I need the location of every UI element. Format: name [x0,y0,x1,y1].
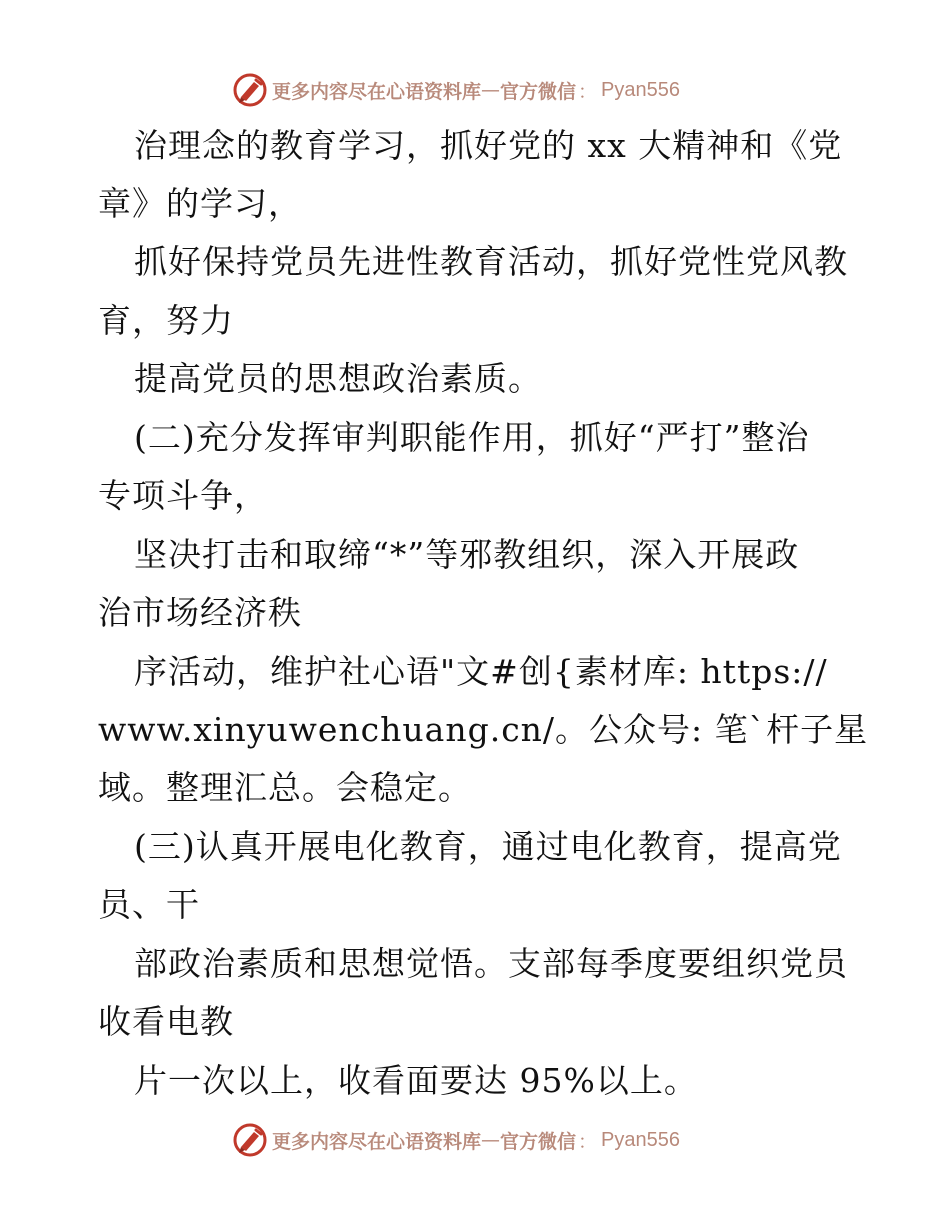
body-line-10: 序活动，维护社心语"文#创{素材库: https:// [134,652,828,691]
body-line-16: 收看电教 [98,1002,234,1041]
body-line-13: (三)认真开展电化教育，通过电化教育，提高党 [134,827,842,866]
banner-wechat-label: 官方微信 [500,80,577,103]
banner-dash: — [481,1129,501,1151]
footer-watermark-banner [232,1122,680,1158]
banner-wechat-id: Pyan556 [601,1128,681,1151]
body-line-12: 域。整理汇总。会稳定。 [98,768,472,807]
banner-wechat-label: 官方微信 [500,1130,577,1153]
body-line-1: 治理念的教育学习，抓好党的 xx 大精神和《党 [134,126,843,165]
body-line-6: (二)充分发挥审判职能作用，抓好“严打”整治 [134,418,810,457]
body-line-15: 部政治素质和思想觉悟。支部每季度要组织党员 [134,944,848,983]
body-line-7: 专项斗争， [98,476,268,515]
body-line-4: 育，努力 [98,301,234,340]
banner-wechat-id: Pyan556 [601,78,681,101]
body-line-5: 提高党员的思想政治素质。 [134,359,542,398]
banner-main-text: 更多内容尽在心语资料库 [272,1130,482,1153]
pen-logo-icon [232,1122,268,1158]
banner-main-text: 更多内容尽在心语资料库 [272,80,482,103]
body-line-14: 员、干 [98,885,200,924]
body-line-8: 坚决打击和取缔“*”等邪教组织，深入开展政 [134,535,800,574]
header-watermark-banner [232,72,680,108]
body-line-3: 抓好保持党员先进性教育活动，抓好党性党风教 [134,242,848,281]
banner-colon: ： [578,80,598,103]
body-line-2: 章》的学习， [98,184,302,223]
pen-logo-icon [232,72,268,108]
body-line-17: 片一次以上，收看面要达 95%以上。 [134,1061,698,1100]
banner-colon: ： [578,1130,598,1153]
banner-dash: — [481,79,501,101]
body-line-11: www.xinyuwenchuang.cn/。公众号: 笔`杆子星 [98,710,869,749]
body-line-9: 治市场经济秩 [98,593,302,632]
